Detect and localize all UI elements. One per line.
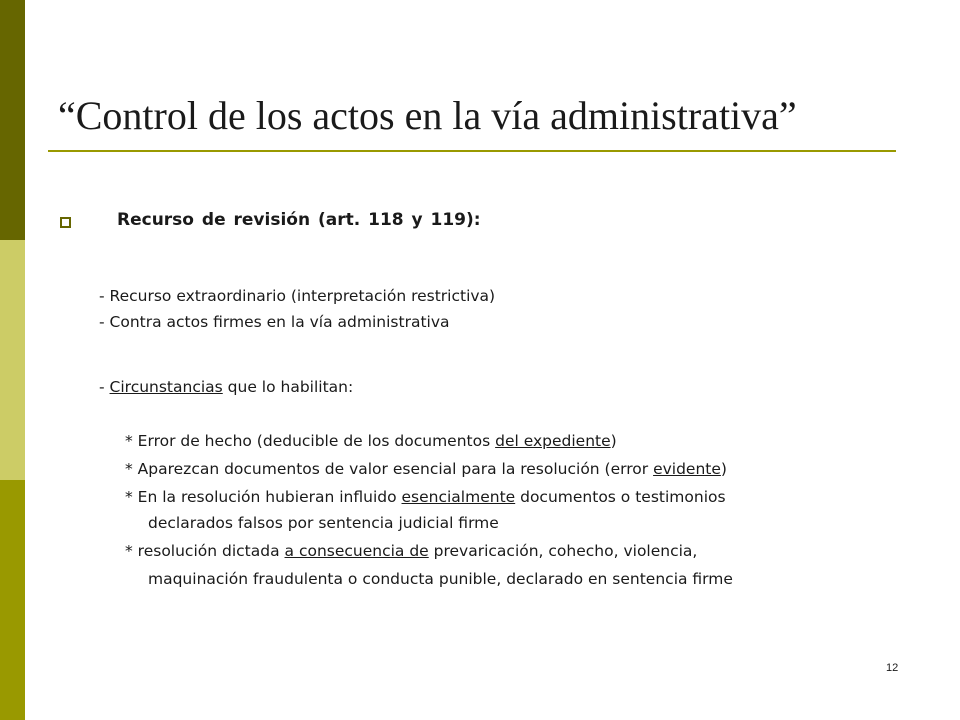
star-item-continuation: maquinación fraudulenta o conducta punible, declarado en sentencia firme xyxy=(148,570,733,588)
star-item-underlined: esencialmente xyxy=(401,488,516,506)
hollow-square-icon xyxy=(60,217,71,228)
star-item-text-after: ) xyxy=(610,432,617,450)
star-item-underlined: evidente xyxy=(653,460,721,478)
page-number: 12 xyxy=(886,662,899,674)
slide-title: “Control de los actos en la vía administrativa” xyxy=(58,93,797,138)
dash-marker: - xyxy=(99,313,110,331)
star-item-text-after: documentos o testimonios xyxy=(515,488,726,506)
dash-item xyxy=(99,287,495,305)
star-item xyxy=(125,432,617,450)
star-item-underlined: del expediente xyxy=(495,432,611,450)
star-item-text-after: prevaricación, cohecho, violencia, xyxy=(428,542,698,560)
dash-item-text: Recurso extraordinario (interpretación restrictiva) xyxy=(109,287,496,305)
star-item-text: * En la resolución hubieran influido xyxy=(125,488,402,506)
title-underline-rule xyxy=(48,150,896,152)
star-item xyxy=(125,488,726,506)
circumstances-item xyxy=(99,378,353,396)
circumstances-underlined: Circunstancias xyxy=(109,378,223,396)
star-item-text-after: ) xyxy=(720,460,727,478)
dash-item xyxy=(99,313,450,331)
dash-item-text: Contra actos firmes en la vía administrativa xyxy=(109,313,450,331)
star-item-underlined: a consecuencia de xyxy=(284,542,429,560)
section-heading: Recurso de revisión (art. 118 y 119): xyxy=(117,210,481,230)
sidebar-band-middle xyxy=(0,240,25,480)
star-item-text: * Aparezcan documentos de valor esencial para la resolución (error xyxy=(125,460,654,478)
star-item xyxy=(125,460,727,478)
dash-marker: - xyxy=(99,378,110,396)
star-item-text: * Error de hecho (deducible de los documentos xyxy=(125,432,496,450)
star-item xyxy=(125,542,697,560)
sidebar-band-bottom xyxy=(0,480,25,720)
dash-marker: - xyxy=(99,287,110,305)
circumstances-rest: que lo habilitan: xyxy=(222,378,354,396)
star-item-continuation: declarados falsos por sentencia judicial firme xyxy=(148,514,499,532)
star-item-text: * resolución dictada xyxy=(125,542,285,560)
sidebar-band-top xyxy=(0,0,25,240)
sidebar-decoration xyxy=(0,0,25,720)
